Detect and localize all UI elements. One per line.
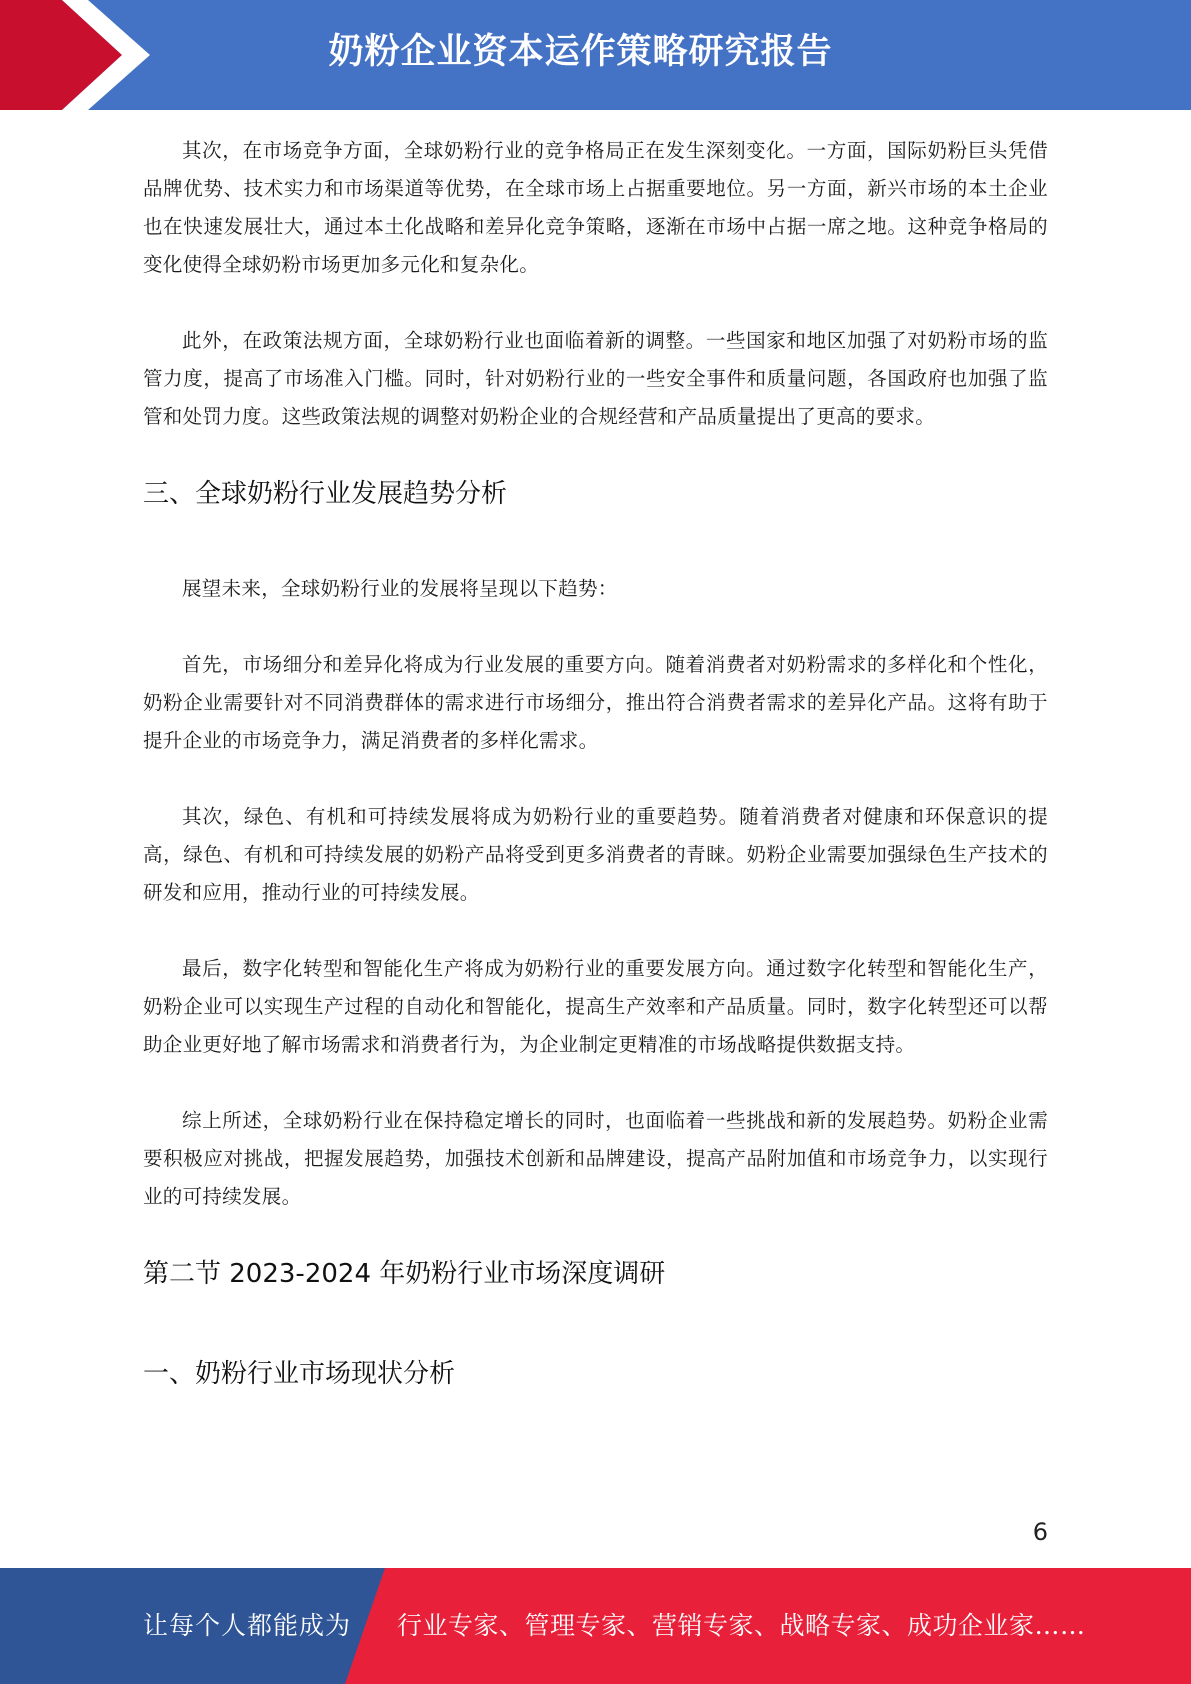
red-arrow-decoration bbox=[0, 0, 160, 110]
paragraph-outlook: 展望未来，全球奶粉行业的发展将呈现以下趋势： bbox=[182, 577, 618, 600]
footer-slogan-right: 行业专家、管理专家、营销专家、战略专家、成功企业家…… bbox=[397, 1611, 1086, 1640]
paragraph-first-trend: 首先，市场细分和差异化将成为行业发展的重要方向。随着消费者对奶粉需求的多样化和个性化，奶粉企业需要针对不同消费群体的需求进行市场细分，推出符合消费者需求的差异化产品。这将有助于提升企业的市场竞争力，满足消费者的多样化需求。 bbox=[143, 653, 1048, 752]
document-body bbox=[143, 132, 1048, 1394]
page-header bbox=[0, 0, 1191, 110]
heading-section-two: 第二节 2023-2024 年奶粉行业市场深度调研 bbox=[143, 1259, 666, 1289]
page-footer bbox=[0, 1568, 1191, 1684]
footer-slogan-left: 让每个人都能成为 bbox=[143, 1611, 352, 1640]
report-title: 奶粉企业资本运作策略研究报告 bbox=[328, 32, 833, 72]
paragraph-policy: 此外，在政策法规方面，全球奶粉行业也面临着新的调整。一些国家和地区加强了对奶粉市场的监管力度，提高了市场准入门槛。同时，针对奶粉行业的一些安全事件和质量问题，各国政府也加强了监管和处罚力度。这些政策法规的调整对奶粉企业的合规经营和产品质量提出了更高的要求。 bbox=[143, 329, 1048, 428]
heading-market-status: 一、奶粉行业市场现状分析 bbox=[143, 1359, 456, 1389]
paragraph-competition: 其次，在市场竞争方面，全球奶粉行业的竞争格局正在发生深刻变化。一方面，国际奶粉巨头凭借品牌优势、技术实力和市场渠道等优势，在全球市场上占据重要地位。另一方面，新兴市场的本土企业也在快速发展壮大，通过本土化战略和差异化竞争策略，逐渐在市场中占据一席之地。这种竞争格局的变化使得全球奶粉市场更加多元化和复杂化。 bbox=[143, 139, 1048, 276]
paragraph-second-trend: 其次，绿色、有机和可持续发展将成为奶粉行业的重要趋势。随着消费者对健康和环保意识的提高，绿色、有机和可持续发展的奶粉产品将受到更多消费者的青睐。奶粉企业需要加强绿色生产技术的研发和应用，推动行业的可持续发展。 bbox=[143, 805, 1048, 904]
heading-trends-analysis: 三、全球奶粉行业发展趋势分析 bbox=[143, 479, 508, 509]
page-number: 6 bbox=[1032, 1518, 1048, 1546]
paragraph-last-trend: 最后，数字化转型和智能化生产将成为奶粉行业的重要发展方向。通过数字化转型和智能化生产，奶粉企业可以实现生产过程的自动化和智能化，提高生产效率和产品质量。同时，数字化转型还可以帮助企业更好地了解市场需求和消费者行为，为企业制定更精准的市场战略提供数据支持。 bbox=[143, 957, 1048, 1056]
paragraph-summary: 综上所述，全球奶粉行业在保持稳定增长的同时，也面临着一些挑战和新的发展趋势。奶粉企业需要积极应对挑战，把握发展趋势，加强技术创新和品牌建设，提高产品附加值和市场竞争力，以实现行业的可持续发展。 bbox=[143, 1109, 1048, 1208]
